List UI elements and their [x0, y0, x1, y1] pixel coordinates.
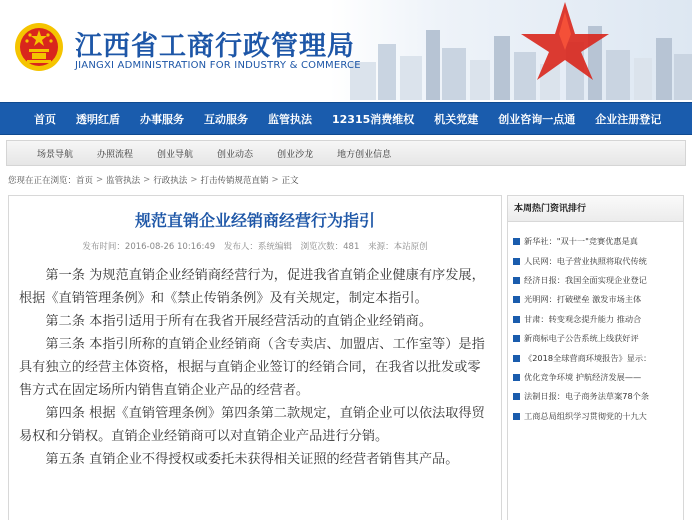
hot-news-item[interactable] — [508, 251, 683, 270]
breadcrumb-prefix: 您现在正在浏览： — [8, 176, 77, 186]
nav-item-home[interactable]: 首页 — [34, 112, 56, 126]
subnav-item-license-process[interactable]: 办照流程 — [97, 149, 134, 160]
nav-item-party-building[interactable]: 机关党建 — [434, 112, 479, 126]
bullet-icon — [513, 393, 520, 400]
hot-news-item[interactable] — [508, 407, 683, 426]
article-paragraph: 第二条 本指引适用于所有在我省开展经营活动的直销企业经销商。 — [45, 314, 433, 329]
subnav-item-startup-guide[interactable]: 创业导航 — [157, 149, 194, 160]
bullet-icon — [513, 316, 520, 323]
breadcrumb-item-current: 正文 — [281, 176, 299, 186]
hot-news-list — [508, 222, 683, 426]
hot-news-item-label: 新商标电子公告系统上线获好评 — [524, 333, 639, 344]
nav-item-interactive[interactable]: 互动服务 — [204, 112, 248, 126]
nav-item-consumer-rights[interactable]: 12315消费维权 — [332, 112, 415, 126]
bullet-icon — [513, 296, 520, 303]
subnav-item-startup-salon[interactable]: 创业沙龙 — [277, 149, 314, 160]
site-subtitle: JIANGXI ADMINISTRATION FOR INDUSTRY & COMMERCE — [75, 60, 361, 71]
breadcrumb-separator: > — [190, 175, 198, 185]
hot-news-item[interactable] — [508, 290, 683, 309]
subnav-item-scene-guide[interactable]: 场景导航 — [37, 149, 74, 160]
hot-news-item-label: 光明网：打破壁垒 激发市场主体 — [524, 294, 642, 305]
sub-navigation — [6, 140, 686, 166]
breadcrumb-separator: > — [143, 175, 151, 185]
breadcrumb-item-home[interactable]: 首页 — [76, 176, 94, 186]
hot-news-item[interactable] — [508, 271, 683, 290]
bullet-icon — [513, 374, 520, 381]
bullet-icon — [513, 413, 520, 420]
article-title: 规范直销企业经销商经营行为指引 — [134, 211, 375, 230]
bullet-icon — [513, 238, 520, 245]
article-meta — [9, 240, 501, 254]
article-paragraph: 第三条 本指引所称的直销企业经销商（含专卖店、加盟店、工作室等）是指具有独立的经营主体资格，根据与直销企业签订的经销合同，在我省以批发或零售方式在固定场所内销售直销企业产品的经营者。 — [19, 337, 485, 398]
breadcrumb-item-admin-enforcement[interactable]: 行政执法 — [153, 176, 188, 186]
article-body — [9, 254, 501, 471]
hot-news-item[interactable] — [508, 387, 683, 406]
breadcrumb-separator: > — [271, 175, 279, 185]
article-source: 来源：本站原创 — [368, 242, 428, 252]
sidebar-title: 本周热门资讯排行 — [508, 196, 683, 222]
bullet-icon — [513, 277, 520, 284]
hot-news-item[interactable] — [508, 329, 683, 348]
article-paragraph: 第一条 为规范直销企业经销商经营行为，促进我省直销企业健康有序发展，根据《直销管理条例》和《禁止传销条例》及有关规定，制定本指引。 — [19, 268, 485, 306]
site-header — [0, 0, 692, 100]
article-paragraph: 第四条 根据《直销管理条例》第四条第二款规定，直销企业可以依法取得贸易权和分销权。直销企业经销商可以对直销企业产品进行分销。 — [19, 406, 485, 444]
breadcrumb — [8, 172, 684, 188]
hot-news-item-label: 甘肃：转变观念提升能力 推动合 — [524, 313, 642, 324]
article-panel — [8, 195, 502, 520]
bullet-icon — [513, 258, 520, 265]
breadcrumb-separator: > — [96, 175, 104, 185]
article-author: 发布人：系统编辑 — [223, 242, 292, 252]
nav-item-enforcement[interactable]: 监管执法 — [268, 112, 312, 126]
bullet-icon — [513, 335, 520, 342]
subnav-item-local-startup-info[interactable]: 地方创业信息 — [337, 149, 392, 160]
article-publish-time: 发布时间：2016-08-26 10:16:49 — [82, 242, 216, 252]
breadcrumb-item-enforcement[interactable]: 监管执法 — [106, 176, 141, 186]
breadcrumb-item-anti-pyramid[interactable]: 打击传销规范直销 — [200, 176, 269, 186]
hot-news-item[interactable] — [508, 348, 683, 367]
bullet-icon — [513, 355, 520, 362]
nav-item-startup-consulting[interactable]: 创业咨询一点通 — [498, 112, 576, 126]
hot-news-sidebar — [507, 195, 684, 520]
hot-news-item-label: 人民网：电子营业执照将取代传统 — [524, 255, 647, 266]
site-title: 江西省工商行政管理局 — [75, 31, 355, 62]
main-navigation — [0, 102, 692, 135]
red-star-decoration-icon — [505, 0, 615, 80]
article-paragraph: 第五条 直销企业不得授权或委托未获得相关证照的经营者销售其产品。 — [45, 452, 459, 467]
hot-news-item-label: 《2018全球营商环境报告》显示： — [524, 352, 652, 363]
subnav-item-startup-news[interactable]: 创业动态 — [217, 149, 254, 160]
hot-news-item[interactable] — [508, 310, 683, 329]
nav-item-transparent-red-shield[interactable]: 透明红盾 — [76, 112, 120, 126]
article-view-count: 浏览次数：481 — [300, 242, 360, 252]
hot-news-item-label: 新华社："双十一"竞赛优惠是真 — [524, 236, 638, 247]
hot-news-item-label: 工商总局组织学习贯彻党的十九大 — [524, 410, 647, 421]
hot-news-item-label: 法制日报：电子商务法草案78个条 — [524, 391, 650, 402]
hot-news-item-label: 经济日报：我国全面实现企业登记 — [524, 274, 647, 285]
national-emblem-icon — [14, 22, 64, 72]
nav-item-enterprise-registration[interactable]: 企业注册登记 — [595, 112, 662, 126]
hot-news-item[interactable] — [508, 232, 683, 251]
hot-news-item[interactable] — [508, 368, 683, 387]
hot-news-item-label: 优化竞争环境 护航经济发展—— — [524, 371, 642, 382]
nav-item-services[interactable]: 办事服务 — [140, 112, 184, 126]
